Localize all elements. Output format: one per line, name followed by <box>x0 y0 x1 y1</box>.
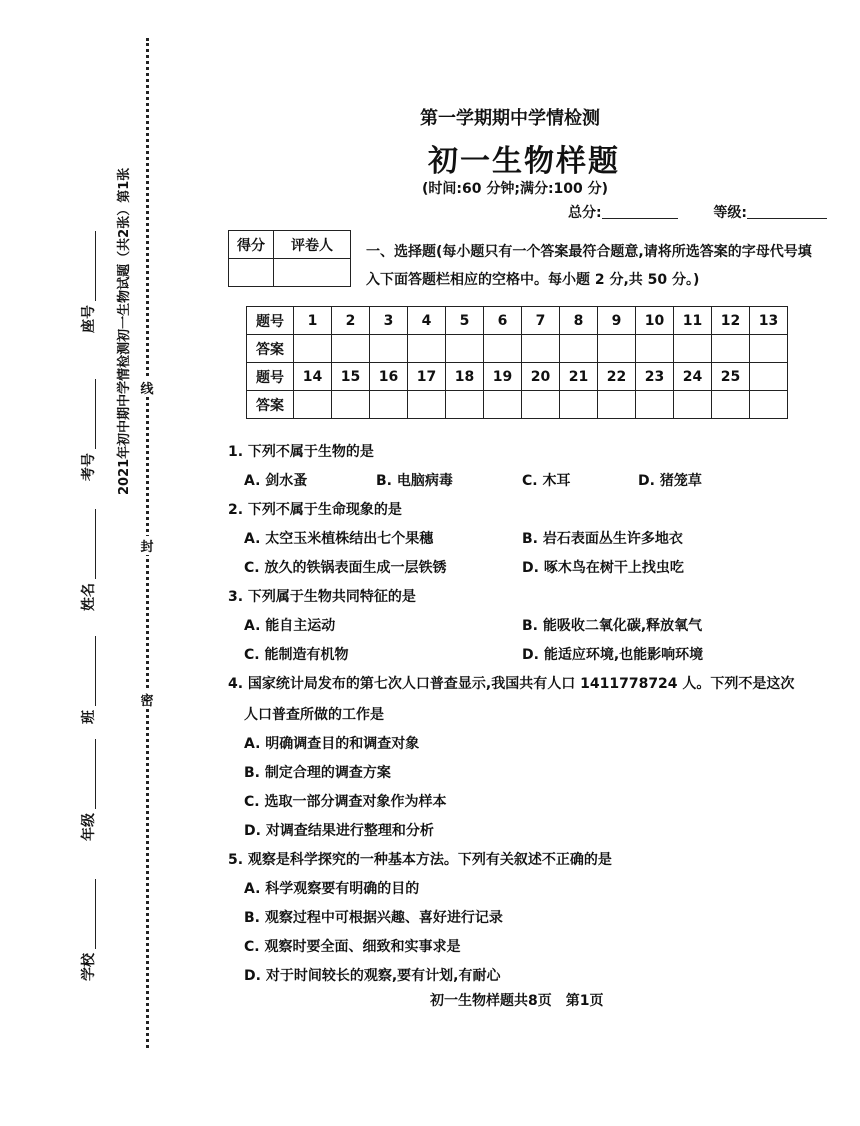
q5-option-d: D. 对于时间较长的观察,要有计划,有耐心 <box>244 968 501 984</box>
q2-option-a: A. 太空玉米植株结出七个果穗 <box>244 531 434 547</box>
name-field[interactable]: 姓名 <box>58 500 118 620</box>
answer-cell[interactable] <box>408 391 446 419</box>
qnum-label: 题号 <box>247 363 294 391</box>
grader-box <box>228 230 351 287</box>
qnum-cell: 20 <box>522 363 560 391</box>
q3-option-c: C. 能制造有机物 <box>244 647 349 663</box>
question-2-stem: 2. 下列不属于生命现象的是 <box>228 502 402 518</box>
answer-cell[interactable] <box>522 335 560 363</box>
class-field[interactable]: 班 <box>58 620 118 740</box>
qnum-cell: 9 <box>598 307 636 335</box>
qnum-cell: 21 <box>560 363 598 391</box>
answer-cell[interactable] <box>636 335 674 363</box>
answer-cell[interactable] <box>332 391 370 419</box>
answer-cell[interactable] <box>712 391 750 419</box>
reviewer-cell[interactable] <box>274 259 351 287</box>
question-1-stem: 1. 下列不属于生物的是 <box>228 444 374 460</box>
answer-cell[interactable] <box>294 335 332 363</box>
answer-cell[interactable] <box>408 335 446 363</box>
qnum-cell: 22 <box>598 363 636 391</box>
qnum-cell <box>750 363 788 391</box>
answer-cell[interactable] <box>560 391 598 419</box>
exam-number-field[interactable]: 考号 <box>58 370 118 490</box>
side-title: 2021年初中期中学情检测初一生物试题（共2张）第1张 <box>117 167 132 495</box>
seat-number-field[interactable]: 座号 <box>58 222 118 342</box>
answer-grid <box>246 306 788 419</box>
q5-option-b: B. 观察过程中可根据兴趣、喜好进行记录 <box>244 910 503 926</box>
qnum-cell: 14 <box>294 363 332 391</box>
question-4-stem-cont: 人口普查所做的工作是 <box>244 707 384 723</box>
answer-row-1 <box>247 335 788 363</box>
q1-option-c: C. 木耳 <box>522 473 571 489</box>
answer-cell[interactable] <box>674 391 712 419</box>
answer-cell[interactable] <box>370 335 408 363</box>
q1-option-a: A. 剑水蚤 <box>244 473 308 489</box>
total-score-blank[interactable] <box>602 218 678 219</box>
qnum-cell: 17 <box>408 363 446 391</box>
answer-cell[interactable] <box>712 335 750 363</box>
qnum-cell: 12 <box>712 307 750 335</box>
qnum-cell: 13 <box>750 307 788 335</box>
q3-option-d: D. 能适应环境,也能影响环境 <box>522 647 704 663</box>
q2-option-d: D. 啄木鸟在树干上找虫吃 <box>522 560 684 576</box>
answer-cell[interactable] <box>636 391 674 419</box>
qnum-cell: 8 <box>560 307 598 335</box>
section-instructions: 一、选择题(每小题只有一个答案最符合题意,请将所选答案的字母代号填入下面答题栏相应的空格中。每小题 2 分,共 50 分。) <box>366 244 812 288</box>
qnum-cell: 3 <box>370 307 408 335</box>
score-line <box>568 202 827 222</box>
q2-option-b: B. 岩石表面丛生许多地衣 <box>522 531 683 547</box>
q1-option-b: B. 电脑病毒 <box>376 473 453 489</box>
question-5-stem: 5. 观察是科学探究的一种基本方法。下列有关叙述不正确的是 <box>228 852 612 868</box>
exam-meta: (时间:60 分钟;满分:100 分) <box>422 181 609 197</box>
question-4-stem: 4. 国家统计局发布的第七次人口普查显示,我国共有人口 1411778724 人。下列不是这次 <box>228 676 795 692</box>
binding-mark-feng: 封 <box>139 536 155 555</box>
q1-option-d: D. 猪笼草 <box>638 473 702 489</box>
answer-row-2 <box>247 391 788 419</box>
grade-field[interactable]: 年级 <box>58 730 118 850</box>
q5-option-a: A. 科学观察要有明确的目的 <box>244 881 420 897</box>
answer-cell[interactable] <box>294 391 332 419</box>
q2-option-c: C. 放久的铁锅表面生成一层铁锈 <box>244 560 447 576</box>
grade-level-label: 等级: <box>713 205 747 221</box>
answer-label: 答案 <box>247 391 294 419</box>
q4-option-d: D. 对调查结果进行整理和分析 <box>244 823 434 839</box>
qnum-cell: 23 <box>636 363 674 391</box>
binding-mark-xian: 线 <box>139 378 155 397</box>
total-score-label: 总分: <box>568 205 602 221</box>
answer-cell[interactable] <box>598 335 636 363</box>
answer-cell[interactable] <box>484 335 522 363</box>
answer-cell[interactable] <box>446 335 484 363</box>
qnum-cell: 4 <box>408 307 446 335</box>
q4-option-c: C. 选取一部分调查对象作为样本 <box>244 794 447 810</box>
qnum-cell: 5 <box>446 307 484 335</box>
qnum-cell: 1 <box>294 307 332 335</box>
page-title: 初一生物样题 <box>428 144 620 179</box>
q3-option-a: A. 能自主运动 <box>244 618 336 634</box>
page-footer: 初一生物样题共8页 第1页 <box>430 993 604 1009</box>
answer-cell[interactable] <box>560 335 598 363</box>
qnum-cell: 25 <box>712 363 750 391</box>
answer-cell[interactable] <box>370 391 408 419</box>
qnum-cell: 15 <box>332 363 370 391</box>
answer-cell[interactable] <box>522 391 560 419</box>
answer-label: 答案 <box>247 335 294 363</box>
qnum-cell: 16 <box>370 363 408 391</box>
answer-cell[interactable] <box>598 391 636 419</box>
answer-cell[interactable] <box>750 335 788 363</box>
qnum-row-1 <box>247 307 788 335</box>
qnum-cell: 18 <box>446 363 484 391</box>
question-3-stem: 3. 下列属于生物共同特征的是 <box>228 589 416 605</box>
q3-option-b: B. 能吸收二氧化碳,释放氧气 <box>522 618 703 634</box>
exam-name: 第一学期期中学情检测 <box>420 108 600 129</box>
qnum-cell: 19 <box>484 363 522 391</box>
grade-level-blank[interactable] <box>747 218 827 219</box>
qnum-label: 题号 <box>247 307 294 335</box>
qnum-cell: 2 <box>332 307 370 335</box>
qnum-cell: 7 <box>522 307 560 335</box>
qnum-cell: 11 <box>674 307 712 335</box>
answer-cell[interactable] <box>750 391 788 419</box>
q4-option-b: B. 制定合理的调查方案 <box>244 765 391 781</box>
qnum-cell: 24 <box>674 363 712 391</box>
qnum-row-2 <box>247 363 788 391</box>
score-header: 得分 <box>229 231 274 259</box>
q5-option-c: C. 观察时要全面、细致和实事求是 <box>244 939 461 955</box>
score-cell[interactable] <box>229 259 274 287</box>
answer-cell[interactable] <box>446 391 484 419</box>
q4-option-a: A. 明确调查目的和调查对象 <box>244 736 420 752</box>
school-field[interactable]: 学校 <box>58 870 118 990</box>
qnum-cell: 10 <box>636 307 674 335</box>
answer-cell[interactable] <box>332 335 370 363</box>
binding-mark-mi: 密 <box>139 690 155 709</box>
qnum-cell: 6 <box>484 307 522 335</box>
answer-cell[interactable] <box>484 391 522 419</box>
reviewer-header: 评卷人 <box>274 231 351 259</box>
answer-cell[interactable] <box>674 335 712 363</box>
